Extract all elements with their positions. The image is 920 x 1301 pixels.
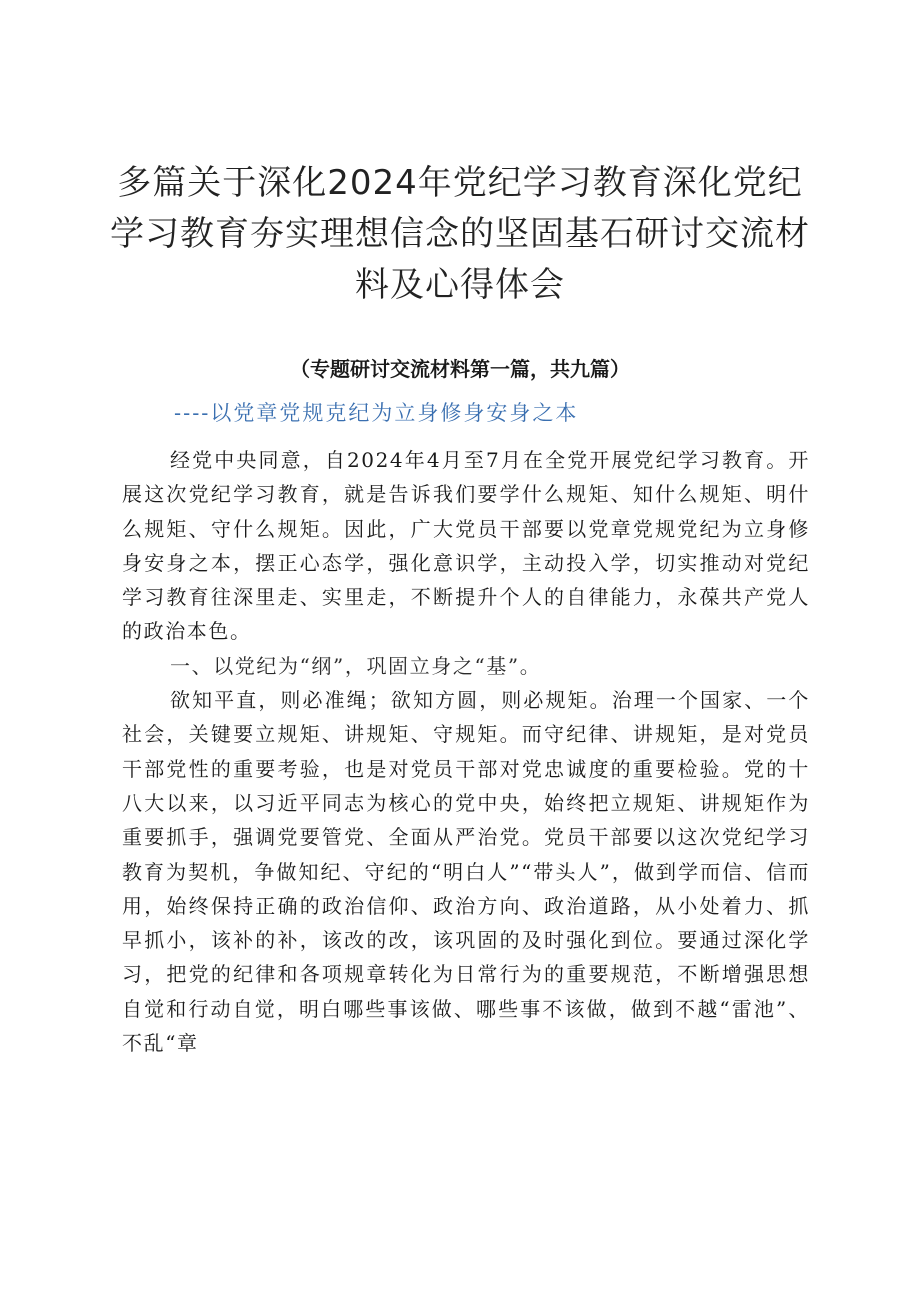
paragraph-intro: 经党中央同意，自2024年4月至7月在全党开展党纪学习教育。开展这次党纪学习教育，就是告诉我们要学什么规矩、知什么规矩、明什么规矩、守什么规矩。因此，广大党员干部要以党章党规党纪为立身修身安身之本，摆正心态学，强化意识学，主动投入学，切实推动对党纪学习教育往深里走、实里走，不断提升个人的自律能力，永葆共产党人的政治本色。 xyxy=(122,448,810,644)
section-heading-1: 一、以党纪为“纲”，巩固立身之“基”。 xyxy=(170,653,542,678)
document-title: 多篇关于深化2024年党纪学习教育深化党纪学习教育夯实理想信念的坚固基石研讨交流材料及心得体会 xyxy=(110,163,810,305)
paragraph-section-1: 欲知平直，则必准绳；欲知方圆，则必规矩。治理一个国家、一个社会，关键要立规矩、讲规矩、守规矩。而守纪律、讲规矩，是对党员干部党性的重要考验，也是对党员干部对党忠诚度的重要检验。党的十八大以来，以习近平同志为核心的党中央，始终把立规矩、讲规矩作为重要抓手，强调党要管党、全面从严治党。党员干部要以这次党纪学习教育为契机，争做知纪、守纪的“明白人”“带头人”，做到学而信、信而用，始终保持正确的政治信仰、政治方向、政治道路，从小处着力、抓早抓小，该补的补，该改的改，该巩固的及时强化到位。要通过深化学习，把党的纪律和各项规章转化为日常行为的重要规范，不断增强思想自觉和行动自觉，明白哪些事该做、哪些事不该做，做到不越“雷池”、不乱“章 xyxy=(122,688,810,1056)
document-subtitle: ----以党章党规克纪为立身修身安身之本 xyxy=(174,401,579,425)
document-body xyxy=(122,443,810,1060)
series-note: （专题研讨交流材料第一篇，共九篇） xyxy=(290,357,630,381)
